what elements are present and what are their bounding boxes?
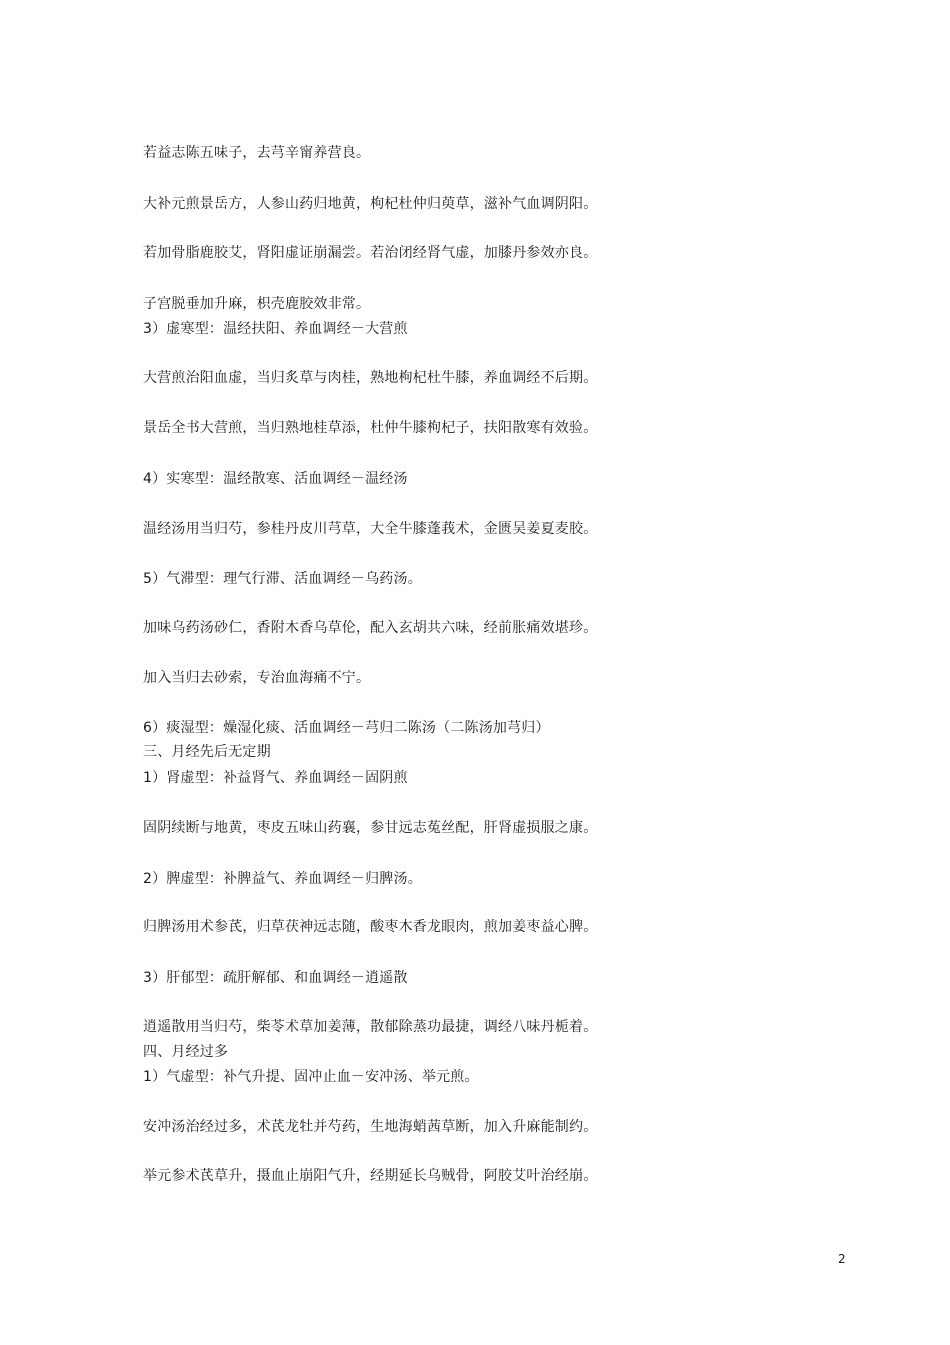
section-subheading: 1）气虚型：补气升提、固冲止血－安冲汤、举元煎。 <box>143 1069 479 1085</box>
section-subheading: 6）痰湿型：燥湿化痰、活血调经－芎归二陈汤（二陈汤加芎归） <box>143 720 550 736</box>
section-subheading: 1）肾虚型：补益肾气、养血调经－固阴煎 <box>143 770 408 786</box>
text-line: 归脾汤用术参芪，归草茯神远志随，酸枣木香龙眼肉，煎加姜枣益心脾。 <box>143 919 598 935</box>
section-heading: 四、月经过多 <box>143 1044 229 1060</box>
page-number: 2 <box>838 1252 846 1266</box>
section-subheading: 5）气滞型：理气行滞、活血调经－乌药汤。 <box>143 571 422 587</box>
text-line: 温经汤用当归芍，参桂丹皮川芎草，大全牛膝蓬莪术，金匮吴姜夏麦胶。 <box>143 521 598 537</box>
text-line: 子宫脱垂加升麻，枳壳鹿胶效非常。 <box>143 296 371 312</box>
section-subheading: 3）虚寒型：温经扶阳、养血调经－大营煎 <box>143 321 408 337</box>
section-subheading: 3）肝郁型：疏肝解郁、和血调经－逍遥散 <box>143 970 408 986</box>
text-line: 加入当归去砂索，专治血海痛不宁。 <box>143 670 371 686</box>
section-subheading: 4）实寒型：温经散寒、活血调经－温经汤 <box>143 471 408 487</box>
text-line: 大营煎治阳血虚，当归炙草与肉桂，熟地枸杞杜牛膝，养血调经不后期。 <box>143 370 598 386</box>
text-line: 若加骨脂鹿胶艾，肾阳虚证崩漏尝。若治闭经肾气虚，加膝丹参效亦良。 <box>143 245 598 261</box>
text-line: 若益志陈五味子，去芎辛甯养营良。 <box>143 145 371 161</box>
text-line: 景岳全书大营煎，当归熟地桂草添，杜仲牛膝枸杞子，扶阳散寒有效验。 <box>143 420 598 436</box>
text-line: 大补元煎景岳方，人参山药归地黄，枸杞杜仲归萸草，滋补气血调阴阳。 <box>143 196 598 212</box>
section-heading: 三、月经先后无定期 <box>143 744 271 760</box>
text-line: 举元参术芪草升，摄血止崩阳气升，经期延长乌贼骨，阿胶艾叶治经崩。 <box>143 1168 598 1184</box>
text-line: 加味乌药汤砂仁，香附木香乌草伦，配入玄胡共六味，经前胀痛效堪珍。 <box>143 620 598 636</box>
text-line: 安冲汤治经过多，术芪龙牡并芍药，生地海蛸茜草断，加入升麻能制约。 <box>143 1119 598 1135</box>
text-line: 固阴续断与地黄，枣皮五味山药襄，参甘远志菟丝配，肝肾虚损服之康。 <box>143 820 598 836</box>
section-subheading: 2）脾虚型：补脾益气、养血调经－归脾汤。 <box>143 871 422 887</box>
text-line: 逍遥散用当归芍，柴苓术草加姜薄，散郁除蒸功最捷，调经八味丹栀着。 <box>143 1019 598 1035</box>
